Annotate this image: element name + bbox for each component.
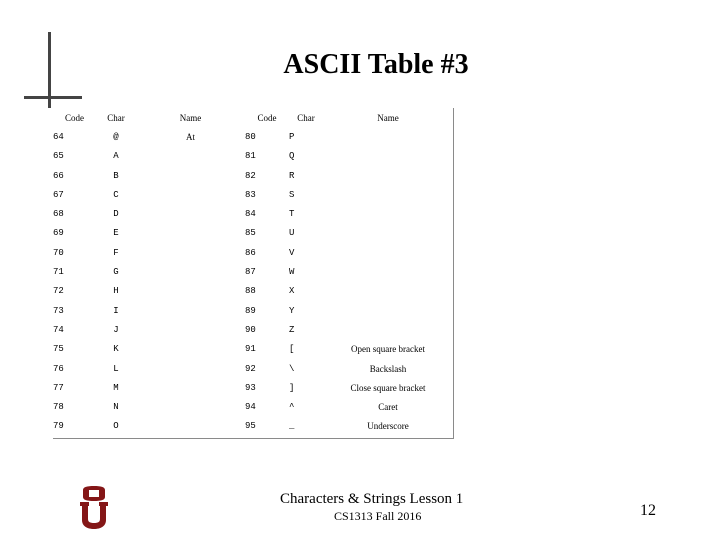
table-row <box>53 397 453 416</box>
char-cell: ] <box>289 382 295 393</box>
name-cell <box>136 359 245 378</box>
name-cell <box>136 224 245 243</box>
char-cell: _ <box>289 421 295 432</box>
name-cell <box>323 243 453 262</box>
footer-lesson-title: Characters & Strings Lesson 1 <box>280 491 464 507</box>
code-cell: 93 <box>245 382 256 393</box>
char-cell: Y <box>289 305 295 316</box>
name-cell <box>323 147 453 166</box>
table-row <box>53 340 453 359</box>
code-cell: 87 <box>245 267 256 278</box>
slide-title: ASCII Table #3 <box>283 49 469 80</box>
code-cell: 69 <box>53 228 64 239</box>
table-row <box>53 417 453 436</box>
code-cell: 70 <box>53 247 64 258</box>
name-cell <box>136 378 245 397</box>
page-number: 12 <box>640 502 656 519</box>
name-cell <box>136 166 245 185</box>
name-cell <box>136 147 245 166</box>
char-cell: H <box>113 286 119 297</box>
code-cell: 71 <box>53 267 64 278</box>
header-char-1: Char <box>107 112 125 123</box>
header-name-1: Name <box>179 112 202 123</box>
code-cell: 85 <box>245 228 256 239</box>
name-cell <box>323 185 453 204</box>
char-cell: I <box>113 305 119 316</box>
code-cell: 82 <box>245 170 256 181</box>
table-row <box>53 359 453 378</box>
char-cell: K <box>113 344 119 355</box>
code-cell: 64 <box>53 131 64 142</box>
code-cell: 90 <box>245 324 256 335</box>
table-row <box>53 204 453 223</box>
char-cell: T <box>289 209 295 220</box>
code-cell: 66 <box>53 170 64 181</box>
table-row <box>53 147 453 166</box>
code-cell: 89 <box>245 305 256 316</box>
char-cell: C <box>113 189 119 200</box>
name-cell <box>136 340 245 359</box>
code-cell: 73 <box>53 305 64 316</box>
name-cell <box>323 320 453 339</box>
char-cell: X <box>289 286 295 297</box>
table-row <box>53 301 453 320</box>
table-row <box>53 262 453 281</box>
name-cell <box>136 397 245 416</box>
char-cell: F <box>113 247 119 258</box>
char-cell: A <box>113 151 119 162</box>
char-cell: M <box>113 382 119 393</box>
code-cell: 80 <box>245 131 256 142</box>
header-name-2: Name <box>377 112 399 123</box>
table-header-row <box>53 108 453 127</box>
name-cell <box>323 224 453 243</box>
code-cell: 94 <box>245 402 256 413</box>
code-cell: 75 <box>53 344 64 355</box>
name-cell <box>323 127 453 146</box>
name-cell <box>323 282 453 301</box>
table-row <box>53 320 453 339</box>
header-code-1: Code <box>65 112 84 123</box>
name-cell <box>136 204 245 223</box>
name-cell <box>136 262 245 281</box>
name-cell <box>136 417 245 436</box>
name-cell <box>136 320 245 339</box>
code-cell: 74 <box>53 324 64 335</box>
code-cell: 84 <box>245 209 256 220</box>
code-cell: 76 <box>53 363 64 374</box>
char-cell: ^ <box>289 402 295 413</box>
table-row <box>53 185 453 204</box>
ou-logo-icon <box>78 486 110 530</box>
name-cell: Underscore <box>367 421 409 432</box>
char-cell: O <box>113 421 119 432</box>
name-cell: Backslash <box>369 363 407 374</box>
char-cell: N <box>113 402 119 413</box>
code-cell: 88 <box>245 286 256 297</box>
char-cell: L <box>113 363 119 374</box>
code-cell: 67 <box>53 189 64 200</box>
name-cell: At <box>186 131 195 142</box>
code-cell: 81 <box>245 151 256 162</box>
code-cell: 83 <box>245 189 256 200</box>
char-cell: P <box>289 131 295 142</box>
decorative-horizontal-line <box>24 96 82 99</box>
code-cell: 79 <box>53 421 64 432</box>
name-cell: Caret <box>378 402 398 413</box>
name-cell <box>323 301 453 320</box>
char-cell: @ <box>113 131 119 142</box>
char-cell: G <box>113 267 119 278</box>
name-cell <box>323 204 453 223</box>
name-cell <box>136 185 245 204</box>
code-cell: 95 <box>245 421 256 432</box>
char-cell: B <box>113 170 119 181</box>
char-cell: D <box>113 209 119 220</box>
table-row <box>53 166 453 185</box>
table-row <box>53 282 453 301</box>
char-cell: U <box>289 228 295 239</box>
name-cell: Open square bracket <box>351 344 425 355</box>
char-cell: E <box>113 228 119 239</box>
name-cell <box>136 301 245 320</box>
code-cell: 72 <box>53 286 64 297</box>
header-char-2: Char <box>297 112 315 123</box>
ascii-table-container <box>53 108 454 439</box>
header-code-2: Code <box>257 112 277 123</box>
char-cell: \ <box>289 363 295 374</box>
ascii-table <box>53 108 453 436</box>
footer-course: CS1313 Fall 2016 <box>334 509 422 523</box>
code-cell: 78 <box>53 402 64 413</box>
code-cell: 77 <box>53 382 64 393</box>
char-cell: [ <box>289 344 295 355</box>
char-cell: W <box>289 267 295 278</box>
code-cell: 86 <box>245 247 256 258</box>
table-row <box>53 224 453 243</box>
table-row <box>53 243 453 262</box>
name-cell <box>323 166 453 185</box>
table-row <box>53 127 453 146</box>
char-cell: Q <box>289 151 295 162</box>
char-cell: S <box>289 189 295 200</box>
code-cell: 65 <box>53 151 64 162</box>
code-cell: 92 <box>245 363 256 374</box>
char-cell: R <box>289 170 295 181</box>
name-cell <box>136 282 245 301</box>
name-cell: Close square bracket <box>350 382 426 393</box>
table-body <box>53 127 453 436</box>
char-cell: J <box>113 324 119 335</box>
char-cell: Z <box>289 324 295 335</box>
table-row <box>53 378 453 397</box>
name-cell <box>323 262 453 281</box>
name-cell <box>136 243 245 262</box>
code-cell: 68 <box>53 209 64 220</box>
code-cell: 91 <box>245 344 256 355</box>
char-cell: V <box>289 247 295 258</box>
